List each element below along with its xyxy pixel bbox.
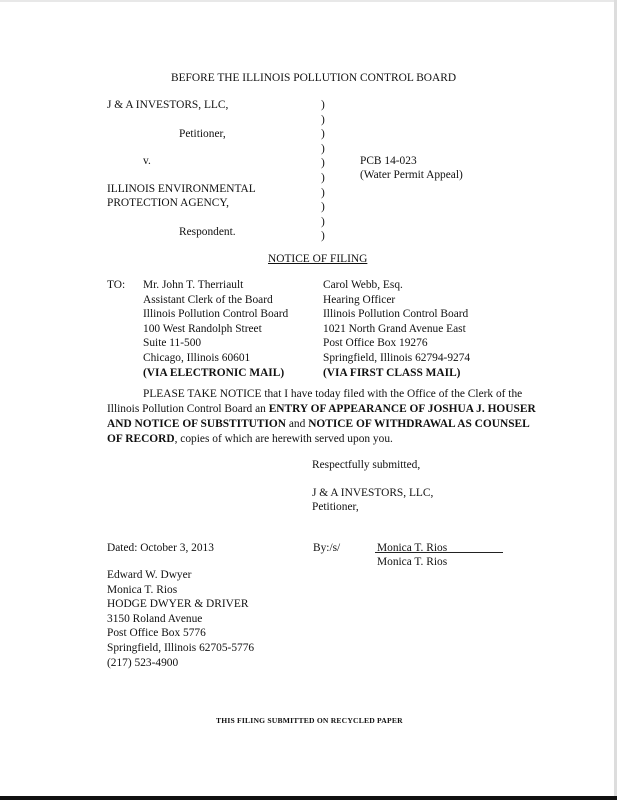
printed-name: Monica T. Rios [377, 556, 448, 568]
address-line: 1021 North Grand Avenue East [323, 322, 466, 335]
delivery-method: (VIA ELECTRONIC MAIL) [143, 366, 285, 379]
petitioner-role: Petitioner, [179, 128, 226, 140]
recipient-hearing-officer [323, 278, 470, 380]
signature-by: By:/s/ [313, 542, 341, 554]
closing-party: J & A INVESTORS, LLC, [312, 487, 434, 499]
caption-parentheses [321, 98, 331, 244]
address-line: Springfield, Illinois 62794-9274 [323, 351, 471, 364]
paren: ) [321, 201, 325, 214]
scan-edge-bottom [0, 796, 617, 800]
counsel-line: Springfield, Illinois 62705-5776 [107, 641, 255, 654]
case-number: PCB 14-023 [360, 155, 417, 167]
respondent-name-line1: ILLINOIS ENVIRONMENTAL [107, 183, 256, 195]
paren: ) [321, 230, 325, 243]
address-line: Mr. John T. Therriault [143, 279, 244, 291]
counsel-line: HODGE DWYER & DRIVER [107, 598, 249, 611]
counsel-line: Monica T. Rios [107, 583, 178, 596]
paren: ) [321, 157, 325, 170]
counsel-line: 3150 Roland Avenue [107, 612, 203, 625]
address-line: Illinois Pollution Control Board [323, 308, 469, 321]
respectfully-submitted: Respectfully submitted, [312, 459, 421, 471]
body-text: and [286, 418, 309, 430]
respondent-name-line2: PROTECTION AGENCY, [107, 197, 229, 209]
address-line: Post Office Box 19276 [323, 337, 428, 350]
address-line: Assistant Clerk of the Board [143, 293, 273, 306]
counsel-line: Post Office Box 5776 [107, 627, 206, 640]
body-bold-document: ENTRY OF APPEARANCE OF JOSHUA J. HOUSER AND NOTICE OF SUBSTITUTION [107, 403, 536, 430]
petitioner-name: J & A INVESTORS, LLC, [107, 99, 229, 111]
address-line: Illinois Pollution Control Board [143, 308, 289, 321]
address-line: Suite 11-500 [143, 337, 202, 350]
paren: ) [321, 215, 325, 228]
body-bold-document: NOTICE OF WITHDRAWAL AS COUNSEL OF RECORD [107, 418, 530, 445]
dated: Dated: October 3, 2013 [107, 542, 214, 554]
scan-edge-top [0, 0, 617, 2]
address-line: 100 West Randolph Street [143, 322, 262, 335]
to-label: TO: [107, 279, 126, 291]
recipient-clerk [143, 278, 288, 380]
paren: ) [321, 171, 325, 184]
body-text: , copies of which are herewith served upon you. [174, 433, 393, 445]
paren: ) [321, 128, 325, 141]
board-title: BEFORE THE ILLINOIS POLLUTION CONTROL BOARD [171, 72, 457, 84]
address-line: Chicago, Illinois 60601 [143, 351, 251, 364]
paren: ) [321, 99, 325, 111]
versus: v. [143, 155, 151, 167]
paren: ) [321, 186, 325, 199]
notice-paragraph [107, 387, 537, 447]
counsel-line: Edward W. Dwyer [107, 569, 192, 581]
case-type: (Water Permit Appeal) [360, 169, 463, 181]
recycled-paper-footer: THIS FILING SUBMITTED ON RECYCLED PAPER [216, 716, 403, 725]
paren: ) [321, 113, 325, 126]
delivery-method: (VIA FIRST CLASS MAIL) [323, 366, 461, 379]
notice-title: NOTICE OF FILING [268, 253, 368, 265]
signature-name: Monica T. Rios [377, 542, 448, 554]
address-line: Hearing Officer [323, 293, 396, 306]
body-text: PLEASE TAKE NOTICE that I have today filed with the Office of the Clerk of the Illinois Pollution Control Board an [107, 388, 523, 415]
closing-role: Petitioner, [312, 501, 359, 513]
counsel-line: (217) 523-4900 [107, 656, 179, 669]
respondent-role: Respondent. [179, 226, 236, 238]
address-line: Carol Webb, Esq. [323, 279, 403, 291]
paren: ) [321, 142, 325, 155]
counsel-block [107, 568, 254, 670]
